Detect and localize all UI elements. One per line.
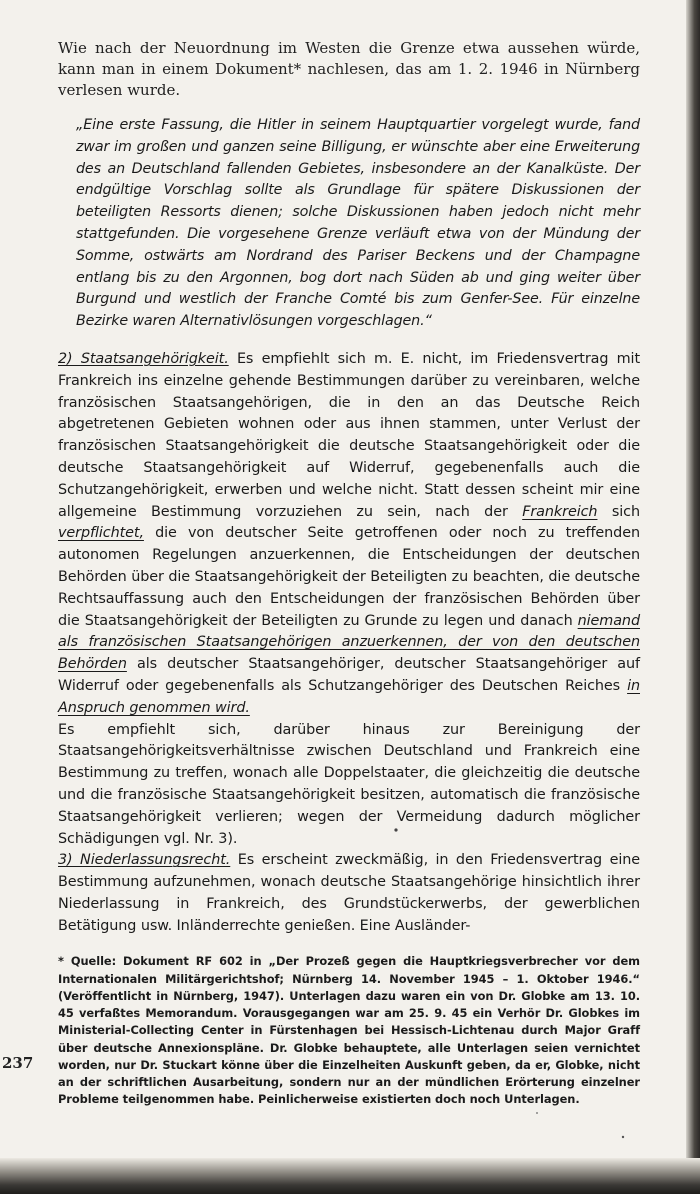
section-2-text-c: die von deutscher Seite getroffenen oder noch zu treffenden autonomen Regelungen anzuerkennen, die Entscheidungen der deutschen Behörden über die Staatsangehörigkeit der Beteiligten zu beachten, die deutsche Rechtsauffassung auch den Entscheidungen der französischen Behörden über die Staatsangehörigkeit der Beteiligten zu Grunde zu legen und danach [58,525,640,629]
underlined-verpflichtet: verpflichtet, [58,525,144,542]
section-2-text-b: sich [597,503,640,520]
page-number: 237 [2,1054,34,1072]
underlined-niemand-clause: niemand als französischen Staatsangehörigen anzuerkennen, der von den deutschen Behörden [58,612,640,673]
section-2-continuation: Es empfiehlt sich, darüber hinaus zur Bereinigung der Staatsangehörigkeitsverhältnisse zwischen Deutschland und Frankreich eine Bestimmung zu treffen, wonach alle Doppelstaater, die gleichzeitig die deutsche und die französische Staatsangehörigkeit besitzen, automatisch die französische Staatsangehörigkeit verlieren; wegen der Vermeidung dadurch möglicher Schädigungen vgl. Nr. 3). [58,721,640,847]
speck [536,1112,538,1114]
underlined-frankreich: Frankreich [522,503,598,520]
section-3-text: Es erscheint zweckmäßig, in den Friedensvertrag eine Bestimmung aufzunehmen, wonach deutsche Staatsangehörige hinsichtlich ihrer Niederlassung in Frankreich, des Grundstückerwerbs, der gewerblichen Betätigung usw. Inländerrechte genießen. Eine Ausländer- [58,852,640,934]
section-2-text-d: als deutscher Staatsangehöriger, deutscher Staatsangehöriger auf Widerruf oder gegebenenfalls als Schutzangehöriger des Deutschen Reiches [58,656,640,694]
underlined-anspruch: in Anspruch genommen wird. [58,677,640,716]
section-2-paragraph [58,349,640,720]
section-2-heading: 2) Staatsangehörigkeit. [58,350,229,367]
intro-paragraph: Wie nach der Neuordnung im Westen die Grenze etwa aussehen würde, kann man in einem Dokument* nachlesen, das am 1. 2. 1946 in Nürnberg verlesen wurde. [58,39,640,99]
section-2-text-a: Es empfiehlt sich m. E. nicht, im Friedensvertrag mit Frankreich ins einzelne gehende Bestimmungen darüber zu vereinbaren, welche französischen Staatsangehörigen, die in den an das Deutsche Reich abgetretenen Gebieten wohnen oder aus ihnen stammen, unter Verlust der französischen Staatsangehörigkeit die deutsche Staatsangehörigkeit oder die deutsche Staatsangehörigkeit auf Widerruf, gegebenenfalls auch die Schutzangehörigkeit, erwerben und welche nicht. Statt dessen scheint mir eine allgemeine Bestimmung vorzuziehen zu sein, nach der [58,350,640,520]
footnote: * Quelle: Dokument RF 602 in „Der Prozeß gegen die Hauptkriegsverbrecher vor dem Internationalen Militärgerichtshof; Nürnberg 14. November 1945 – 1. Oktober 1946.“ (Veröffentlicht in Nürnberg, 1947). Unterlagen dazu waren ein von Dr. Globke am 13. 10. 45 verfaßtes Memorandum. Vorausgegangen war am 25. 9. 45 ein Verhör Dr. Globkes im Ministerial-Collecting Center in Fürstenhagen bei Hessisch-Lichtenau durch Major Graff über deutsche Annexionspläne. Dr. Globke behauptete, alle Unterlagen seien vernichtet worden, nur Dr. Stuckart könne über die Einzelheiten Auskunft geben, da er, Globke, nicht an der schriftlichen Ausarbeitung, sondern nur an der mündlichen Erörterung einzelner Probleme teilgenommen habe. Peinlicherweise existierten doch noch Unterlagen. [58,954,640,1107]
page-content [58,38,640,1108]
quoted-document-paragraph: „Eine erste Fassung, die Hitler in seinem Hauptquartier vorgelegt wurde, fand zwar im großen und ganzen seine Billigung, er wünschte aber eine Erweiterung des an Deutschland fallenden Gebietes, insbesondere an der Kanalküste. Der endgültige Vorschlag sollte als Grundlage für spätere Diskussionen der beteiligten Ressorts dienen; solche Diskussionen haben jedoch nicht mehr stattgefunden. Die vorgesehene Grenze verläuft etwa von der Mündung der Somme, ostwärts am Nordrand des Pariser Beckens und der Champagne entlang bis zu den Argonnen, bog dort nach Süden ab und ging weiter über Burgund und westlich der Franche Comté bis zum Genfer-See. Für einzelne Bezirke waren Alternativlösungen vorgeschlagen.“ [76,117,640,330]
speck [622,1136,624,1138]
section-3-paragraph [58,850,640,937]
section-3-heading: 3) Niederlassungsrecht. [58,852,231,869]
